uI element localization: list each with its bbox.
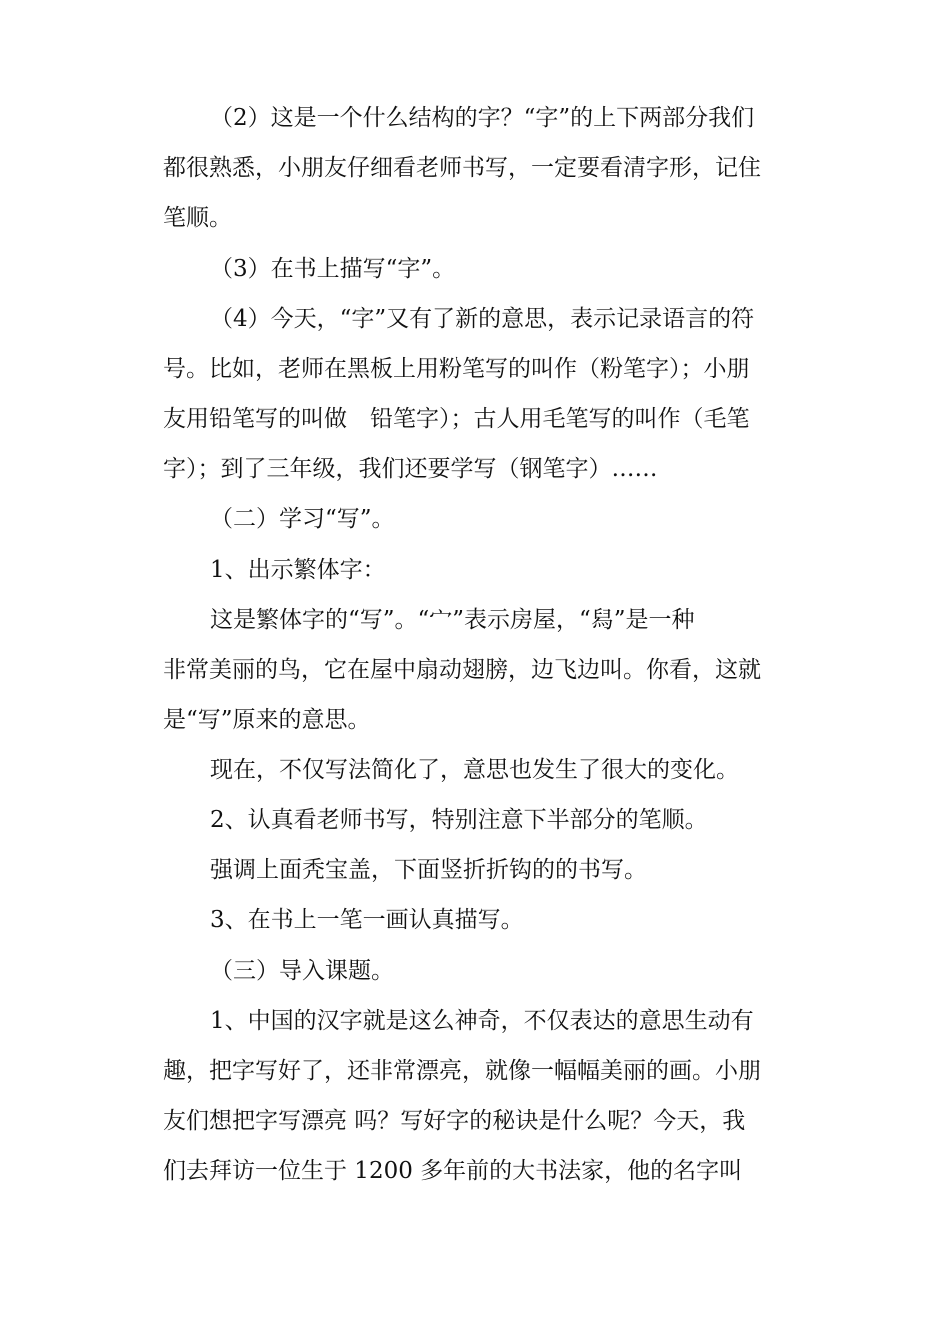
paragraph-line: 2、认真看老师书写，特别注意下半部分的笔顺。 [210, 807, 708, 833]
section-heading: （二）学习“写”。 [210, 506, 395, 532]
paragraph-line: 是“写”原来的意思。 [163, 707, 371, 733]
paragraph-line: 强调上面秃宝盖，下面竖折折钩的的书写。 [210, 857, 647, 883]
paragraph-line: 这是繁体字的“写”。“宀”表示房屋，“舄”是一种 [210, 607, 695, 633]
paragraph-line: 笔顺。 [163, 205, 232, 231]
paragraph-line: 字）；到了三年级，我们还要学写（钢笔字）…… [163, 456, 658, 482]
paragraph-line: 1、出示繁体字： [210, 557, 386, 583]
paragraph-line: （4）今天，“字”又有了新的意思，表示记录语言的符 [210, 306, 755, 332]
paragraph-line: 非常美丽的鸟，它在屋中扇动翅膀，边飞边叫。你看，这就 [163, 657, 761, 683]
paragraph-line: 趣，把字写好了，还非常漂亮，就像一幅幅美丽的画。小朋 [163, 1058, 761, 1084]
paragraph-line: 号。比如，老师在黑板上用粉笔写的叫作（粉笔字）；小朋 [163, 356, 750, 382]
paragraph-line: 友们想把字写漂亮 吗？写好字的秘诀是什么呢？今天，我 [163, 1108, 746, 1134]
paragraph-line: 们去拜访一位生于 1200 多年前的大书法家，他的名字叫 [163, 1158, 743, 1184]
paragraph-line: 1、中国的汉字就是这么神奇，不仅表达的意思生动有 [210, 1008, 754, 1034]
paragraph-line: （2）这是一个什么结构的字？“字”的上下两部分我们 [210, 105, 755, 131]
paragraph-line: 3、在书上一笔一画认真描写。 [210, 907, 524, 933]
section-heading: （三）导入课题。 [210, 958, 394, 984]
paragraph-line: （3）在书上描写“字”。 [210, 256, 456, 282]
paragraph-line: 友用铅笔写的叫做 铅笔字）；古人用毛笔写的叫作（毛笔 [163, 406, 750, 432]
paragraph-line: 现在，不仅写法简化了，意思也发生了很大的变化。 [210, 757, 739, 783]
paragraph-line: 都很熟悉，小朋友仔细看老师书写，一定要看清字形，记住 [163, 155, 761, 181]
